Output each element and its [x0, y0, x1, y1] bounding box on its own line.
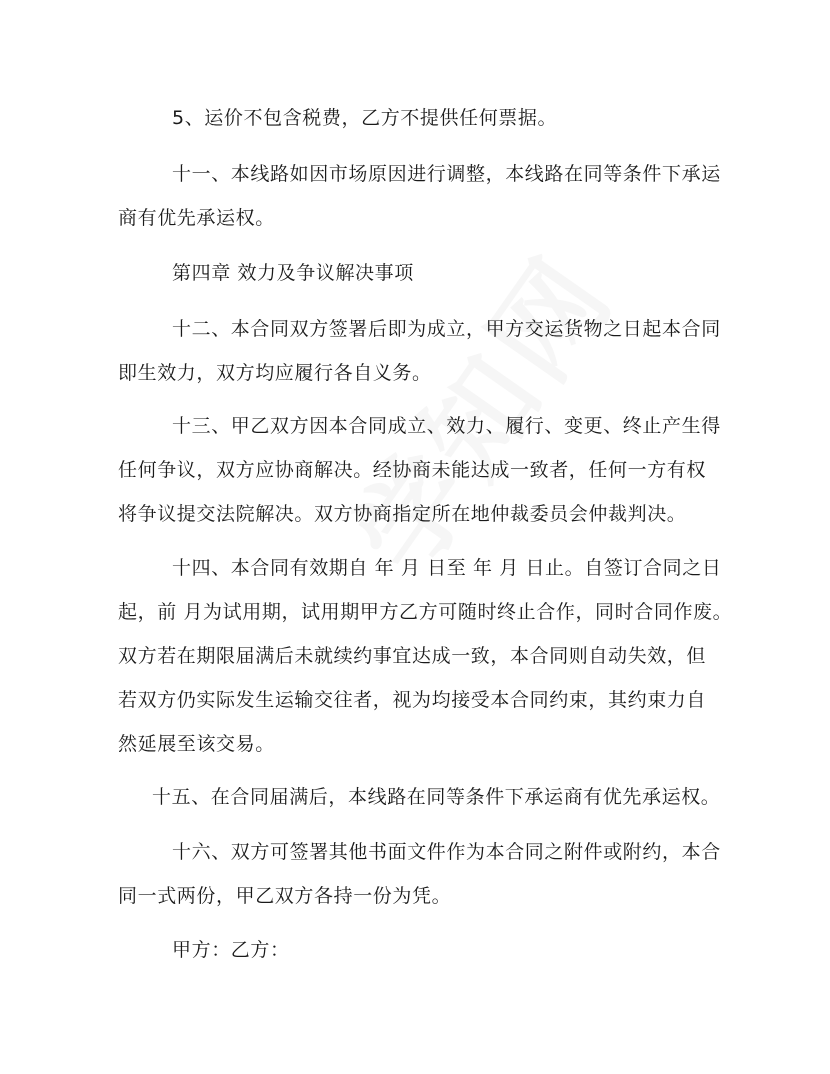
clause-14-line-1: 十四、本合同有效期自 年 月 日至 年 月 日止。自签订合同之日 — [172, 557, 722, 579]
clause-14-line-4: 若双方仍实际发生运输交往者，视为均接受本合同约束，其约束力自 — [118, 689, 707, 711]
clause-14-line-3: 双方若在期限届满后未就续约事宜达成一致，本合同则自动失效，但 — [118, 645, 707, 667]
clause-14-line-2: 起，前 月为试用期，试用期甲方乙方可随时终止合作，同时合同作废。 — [118, 601, 733, 623]
clause-16-line-1: 十六、双方可签署其他书面文件作为本合同之附件或附约，本合 — [172, 841, 721, 863]
clause-13-line-2: 任何争议，双方应协商解决。经协商未能达成一致者，任何一方有权 — [118, 459, 707, 481]
clause-13-line-1: 十三、甲乙双方因本合同成立、效力、履行、变更、终止产生得 — [172, 415, 721, 437]
clause-13-line-3: 将争议提交法院解决。双方协商指定所在地仲裁委员会仲裁判决。 — [118, 503, 687, 525]
clause-15-line: 十五、在合同届满后，本线路在同等条件下承运商有优先承运权。 — [152, 786, 721, 808]
clause-12-line-2: 即生效力，双方均应履行各自义务。 — [118, 362, 432, 384]
clause-12-line-1: 十二、本合同双方签署后即为成立，甲方交运货物之日起本合同 — [172, 318, 721, 340]
chapter-4-heading: 第四章 效力及争议解决事项 — [172, 262, 414, 284]
clause-5-line: 5、运价不包含税费，乙方不提供任何票据。 — [172, 107, 558, 129]
clause-14-line-5: 然延展至该交易。 — [118, 733, 275, 755]
clause-11-line-2: 商有优先承运权。 — [118, 207, 275, 229]
clause-16-line-2: 同一式两份，甲乙双方各持一份为凭。 — [118, 885, 452, 907]
signature-parties-line: 甲方：乙方： — [172, 939, 290, 961]
clause-11-line-1: 十一、本线路如因市场原因进行调整，本线路在同等条件下承运 — [172, 163, 721, 185]
